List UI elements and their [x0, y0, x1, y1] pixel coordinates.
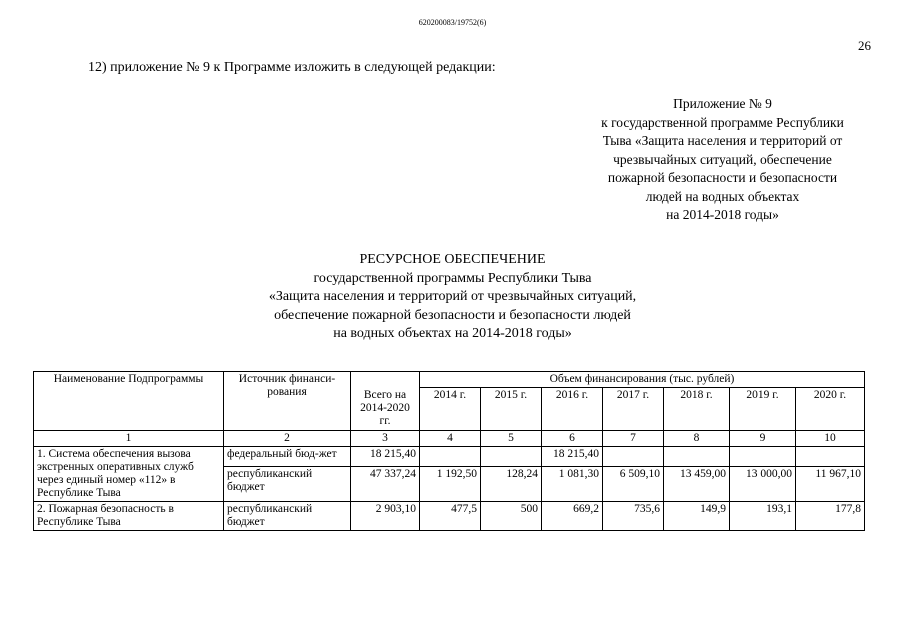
header-source: Источник финанси-рования: [224, 372, 351, 431]
appendix-line: Приложение № 9: [673, 96, 772, 111]
column-number: 10: [796, 431, 865, 447]
year-value: 735,6: [603, 502, 664, 531]
column-number: 1: [34, 431, 224, 447]
document-id: 620200083/19752(6): [418, 18, 487, 27]
heading-line: государственной программы Республики Тыва: [313, 270, 592, 286]
resource-table: [33, 371, 865, 531]
heading-title: РЕСУРСНОЕ ОБЕСПЕЧЕНИЕ: [359, 252, 546, 267]
column-number: 9: [730, 431, 796, 447]
heading-line: на водных объектах на 2014-2018 годы»: [333, 326, 572, 341]
appendix-line: людей на водных объектах: [645, 188, 800, 204]
column-number: 6: [542, 431, 603, 447]
year-value: [603, 447, 664, 467]
header-total: Всего на 2014-2020 гг.: [351, 388, 420, 431]
year-value: 1 192,50: [420, 466, 481, 501]
table-row: [34, 447, 865, 467]
total-value: 2 903,10: [351, 502, 420, 531]
total-value: 18 215,40: [351, 447, 420, 467]
heading-line: «Защита населения и территорий от чрезвычайных ситуаций,: [268, 289, 637, 304]
header-year: 2014 г.: [420, 388, 481, 431]
column-number: 8: [664, 431, 730, 447]
year-value: 477,5: [420, 502, 481, 531]
table-row: [34, 502, 865, 531]
header-year: 2015 г.: [481, 388, 542, 431]
column-number: 3: [351, 431, 420, 447]
year-value: 500: [481, 502, 542, 531]
heading-line: обеспечение пожарной безопасности и безопасности людей: [274, 307, 631, 323]
appendix-line: чрезвычайных ситуаций, обеспечение: [613, 151, 832, 167]
year-value: [730, 447, 796, 467]
intro-paragraph: 12) приложение № 9 к Программе изложить в следующей редакции:: [88, 60, 496, 75]
header-year: 2016 г.: [542, 388, 603, 431]
year-value: 128,24: [481, 466, 542, 501]
year-value: [796, 447, 865, 467]
column-number: 4: [420, 431, 481, 447]
header-year: 2019 г.: [730, 388, 796, 431]
column-number: 7: [603, 431, 664, 447]
column-number: 5: [481, 431, 542, 447]
year-value: 669,2: [542, 502, 603, 531]
header-year: 2018 г.: [664, 388, 730, 431]
year-value: 177,8: [796, 502, 865, 531]
year-value: 13 000,00: [730, 466, 796, 501]
year-value: 11 967,10: [796, 466, 865, 501]
subprogram-name: 1. Система обеспечения вызова экстренных оперативных служб через единый номер «112» в Республике Тыва: [34, 447, 224, 502]
header-name: Наименование Подпрограммы: [34, 372, 224, 431]
appendix-line: пожарной безопасности и безопасности: [607, 170, 838, 185]
appendix-note: [575, 95, 870, 225]
header-year: 2017 г.: [603, 388, 664, 431]
year-value: 18 215,40: [542, 447, 603, 467]
appendix-line: на 2014-2018 годы»: [666, 207, 779, 222]
year-value: 6 509,10: [603, 466, 664, 501]
year-value: 193,1: [730, 502, 796, 531]
page-number: 26: [858, 38, 871, 53]
year-value: [664, 447, 730, 467]
appendix-line: Тыва «Защита населения и территорий от: [602, 133, 843, 148]
column-numbers-row: [34, 431, 865, 447]
column-number: 2: [224, 431, 351, 447]
funding-source: федеральный бюд-жет: [224, 447, 351, 467]
total-value: 47 337,24: [351, 466, 420, 501]
funding-source: республиканский бюджет: [224, 466, 351, 501]
year-value: [420, 447, 481, 467]
header-year: 2020 г.: [796, 388, 865, 431]
year-value: 149,9: [664, 502, 730, 531]
funding-source: республиканский бюджет: [224, 502, 351, 531]
year-value: 13 459,00: [664, 466, 730, 501]
appendix-line: к государственной программе Республики: [601, 114, 844, 130]
header-volume: Объем финансирования (тыс. рублей): [420, 372, 865, 388]
subprogram-name: 2. Пожарная безопасность в Республике Тыва: [34, 502, 224, 531]
year-value: 1 081,30: [542, 466, 603, 501]
document-heading: [160, 251, 745, 344]
year-value: [481, 447, 542, 467]
